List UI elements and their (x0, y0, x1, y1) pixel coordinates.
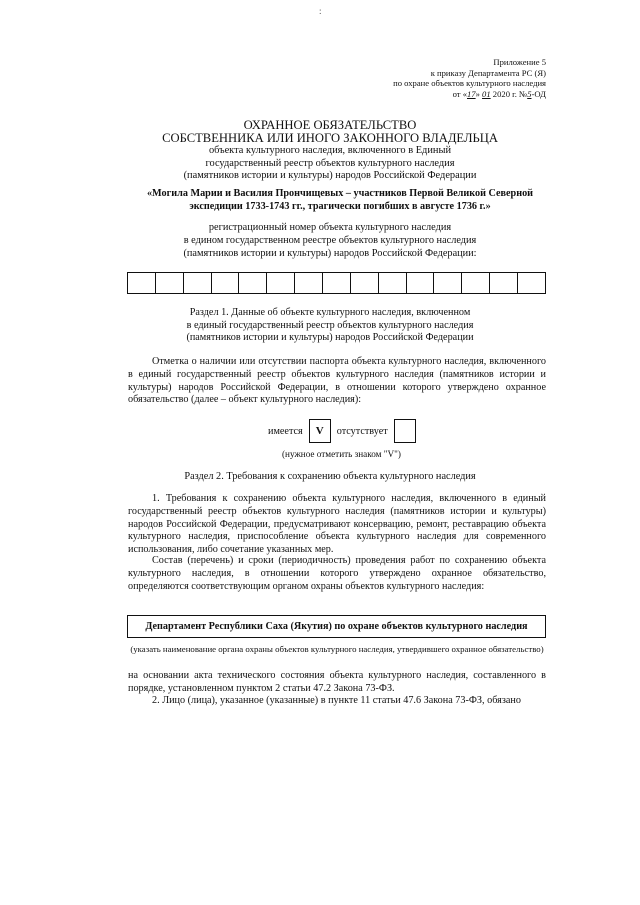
passport-paragraph (128, 356, 546, 407)
passport-note: (нужное отметить знаком "V") (282, 449, 401, 459)
section1-line: (памятников истории и культуры) народов Российской Федерации (186, 332, 474, 344)
heritage-object-name (128, 188, 552, 214)
object-name-line: экспедиции 1733-1743 гг., трагически погибших в августе 1736 г.» (189, 200, 491, 212)
reg-digit-cell (128, 273, 156, 293)
passport-absent-checkbox[interactable] (394, 419, 416, 443)
document-title (110, 119, 550, 145)
appendix-header (393, 57, 546, 99)
reg-digit-cell (323, 273, 351, 293)
document-subtitle (110, 145, 550, 183)
obligation-paragraph (128, 695, 546, 708)
registration-number-grid (127, 272, 546, 294)
section1-heading (110, 307, 550, 345)
reg-digit-cell (379, 273, 407, 293)
section2-heading: Раздел 2. Требования к сохранению объекта культурного наследия (184, 471, 476, 482)
registration-line: регистрационный номер объекта культурного наследия (208, 222, 452, 233)
authority-name-box: Департамент Республики Саха (Якутия) по охране объектов культурного наследия (127, 615, 546, 638)
reg-digit-cell (462, 273, 490, 293)
order-date-line (393, 89, 546, 100)
reg-digit-cell (184, 273, 212, 293)
object-name-line: «Могила Марии и Василия Прончищевых – участников Первой Великой Северной (146, 188, 534, 199)
scan-mark: : (319, 6, 322, 16)
authority-note: (указать наименование органа охраны объектов культурного наследия, утвердившего охранное обязательство) (130, 644, 544, 654)
order-suffix: -ОД (531, 88, 546, 99)
reg-digit-cell (156, 273, 184, 293)
reg-digit-cell (239, 273, 267, 293)
appendix-line: Приложение 5 (493, 57, 546, 67)
requirements-paragraph (128, 493, 546, 557)
reg-digit-cell (351, 273, 379, 293)
section1-line: Раздел 1. Данные об объекте культурного наследия, включенном (189, 307, 471, 318)
appendix-line: по охране объектов культурного наследия (393, 78, 546, 89)
order-day: 17 (467, 88, 476, 99)
title-line: СОБСТВЕННИКА ИЛИ ИНОГО ЗАКОННОГО ВЛАДЕЛЬЦА (162, 131, 498, 146)
order-year: 2020 г. № (492, 88, 528, 99)
section1-line: в единый государственный реестр объектов культурного наследия (186, 319, 474, 331)
passport-present-checkbox[interactable]: V (309, 419, 331, 443)
order-number: 5 (527, 88, 532, 99)
passport-paragraph-text: Отметка о наличии или отсутствии паспорта объекта культурного наследия, включенного в единый государственный реестр объектов культурного наследия (памятников истории и культуры) народов Российской Федерации, в отношении которого утверждено охранное обязательство (далее – объект культурного наследия): (128, 356, 546, 406)
subtitle-line: (памятников истории и культуры) народов Российской Федерации (183, 170, 477, 182)
works-paragraph (128, 555, 546, 593)
reg-digit-cell (490, 273, 518, 293)
order-sep: » (475, 88, 480, 99)
order-prefix: от « (452, 88, 467, 99)
works-text: Состав (перечень) и сроки (периодичность) проведения работ по сохранению объекта культурного наследия, в отношении которого утверждено охранное обязательство, определяются соответствующим органом охраны объектов культурного наследия: (128, 555, 546, 592)
basis-paragraph: на основании акта технического состояния объекта культурного наследия, составленного в порядке, установленном пунктом 2 статьи 47.2 Закона 73-ФЗ. (128, 670, 546, 694)
reg-digit-cell (267, 273, 295, 293)
reg-digit-cell (518, 273, 545, 293)
requirements-text: 1. Требования к сохранению объекта культурного наследия, включенного в единый государственный реестр объектов культурного наследия (памятников истории и культуры) народов Российской Федерации, предусматривают консервацию, ремонт, реставрацию объекта культурного наследия, приспособление объекта культурного наследия для современного использования, либо сочетание указанных мер. (128, 493, 546, 556)
title-line: ОХРАННОЕ ОБЯЗАТЕЛЬСТВО (243, 118, 417, 132)
registration-line: (памятников истории и культуры) народов Российской Федерации: (183, 247, 477, 259)
reg-digit-cell (295, 273, 323, 293)
subtitle-line: государственный реестр объектов культурного наследия (205, 157, 455, 169)
reg-digit-cell (434, 273, 462, 293)
subtitle-line: объекта культурного наследия, включенного в Единый (208, 145, 452, 156)
passport-absent-label: отсутствует (336, 425, 388, 437)
passport-present-label: имеется (268, 425, 303, 437)
registration-line: в едином государственном реестре объектов культурного наследия (183, 234, 477, 246)
registration-caption (110, 222, 550, 260)
order-month: 01 (482, 88, 491, 99)
reg-digit-cell (407, 273, 435, 293)
appendix-line: к приказу Департамента РС (Я) (430, 67, 546, 78)
obligation-text: 2. Лицо (лица), указанное (указанные) в пункте 11 статьи 47.6 Закона 73-ФЗ, обязано (152, 695, 521, 706)
reg-digit-cell (212, 273, 240, 293)
passport-choice (268, 418, 422, 444)
